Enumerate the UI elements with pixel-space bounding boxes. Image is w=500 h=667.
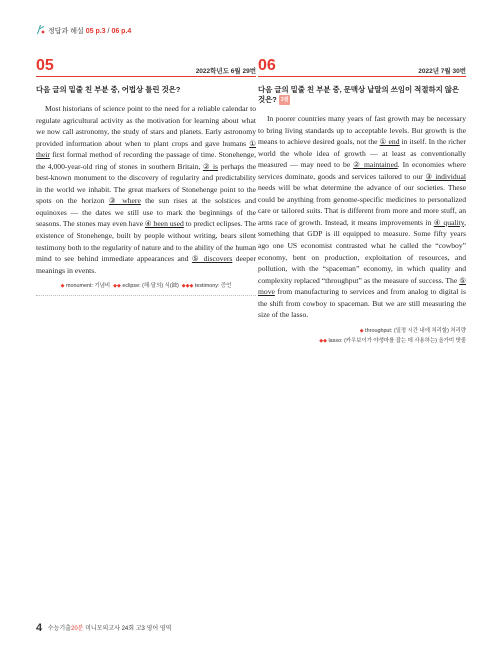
page-header [36, 24, 131, 36]
points-badge: 3점 [280, 97, 289, 103]
question-source: 2022학년도 6월 29번 [195, 68, 256, 75]
gloss-item: monument: 기념비 [66, 283, 111, 290]
question-number: 05 [36, 57, 54, 74]
passage-text: first formal method of recording the passage of time. Stonehenge, the 4,000-year-old ring of stones in southern Britain, [36, 150, 256, 171]
bullet-icon: ◆◆◆ [181, 283, 194, 290]
passage-text: . In economies where services dominate, goods and services tailored to our [258, 160, 466, 181]
gloss-item: throughput: (일정 시간 내에 처리할) 처리량 [365, 327, 466, 334]
passage-text: the sun rises at the solstices and equinoxes — the dates we still use to mark the beginnings of the seasons. The stones may even have [36, 196, 256, 229]
passage-text: to predict eclipses. The existence of Stonehenge, built by people without writing, bears silent testimony both to the regularity of nature and to the ability of the human mind to see behind immediate appearances and [36, 219, 257, 264]
question-source: 2022년 7월 30번 [418, 68, 466, 75]
header-label: 정답과 해설 [48, 28, 84, 35]
book-icon [36, 24, 45, 35]
question-number: 06 [258, 57, 276, 74]
choice-1: ① their [36, 138, 256, 160]
header-sep: / [107, 28, 110, 35]
glossary [258, 326, 466, 346]
choice-2: ② is [202, 161, 219, 171]
passage-text: from manufacturing to services and from analog to digital is the shift from cowboy to spaceman. But we are still measuring the size of the lasso. [258, 287, 466, 320]
divider [258, 76, 466, 77]
passage-text: deeper meanings in events. [36, 254, 256, 275]
passage-text: Most historians of science point to the need for a reliable calendar to regulate agricultural activity as the motivation for learning about what we now call astronomy, the study of stars and planets. Early astronomy provided information about when to plant crops and gave humans [36, 104, 256, 148]
page-number: 4 [36, 622, 43, 634]
passage [36, 103, 256, 276]
passage-text: in itself. In the richer world the whole idea of growth — at least as conventionally measured — may need to be [258, 137, 467, 170]
choice-4: ④ been used [144, 219, 184, 229]
page-footer [36, 622, 171, 634]
question-06 [258, 58, 466, 346]
choice-4: ④ quality [433, 217, 465, 227]
gloss-item: testimony: 증언 [194, 283, 232, 290]
question-prompt: 다음 글의 밑줄 친 부분 중, 어법상 틀린 것은? [36, 85, 181, 94]
passage-text: In poorer countries many years of fast growth may be necessary to bring living standards up to acceptable levels. But growth is the means to achieve desired goals, not the [258, 114, 466, 147]
footer-prefix: 수능기출 [47, 626, 71, 632]
divider [36, 295, 256, 296]
passage-text: needs will be what determine the advance of our societies. These could be anything from genome-specific medicines to personalized care or tailored suits. That is different from more and more stuff, an arms race of growth. Instead, it means improvements in [258, 183, 466, 227]
choice-2: ② maintained [353, 160, 398, 170]
bullet-icon: ◆ [359, 327, 364, 334]
choice-3: ③ individual [425, 171, 466, 181]
choice-3: ③ where [108, 196, 141, 206]
divider [36, 76, 256, 77]
bullet-icon: ◆◆ [113, 283, 121, 290]
header-ref-05: 05 p.3 [85, 28, 106, 35]
question-05 [36, 58, 256, 296]
gloss-item: lasso: (카우보이가 야생마를 잡는 데 사용하는) 올가미 밧줄 [328, 337, 466, 344]
bullet-icon: ◆◆ [319, 337, 327, 344]
header-ref-06: 06 p.4 [111, 28, 132, 35]
question-prompt [258, 85, 466, 105]
footer-text: 미니모의고사 24회 고3 영어 영역 [85, 626, 172, 632]
passage-text: , something that GDP is ill equipped to measure. Some fifty years ago one US economist contrasted what he called the “cowboy” economy, bent on production, exploitation of resources, and pollution, with the “spaceman” economy, in which quality and complexity replaced “throughput” as the measure of success. The [258, 217, 466, 285]
footer-year: 20분 [70, 626, 84, 632]
passage-text: perhaps the best-known monument to the discovery of regularity and predictability in the world we inhabit. The great markers of Stonehenge point to the spots on the horizon [36, 161, 256, 206]
choice-1: ① end [379, 137, 400, 147]
glossary [36, 281, 256, 291]
prompt-text: 다음 글의 밑줄 친 부분 중, 문맥상 낱말의 쓰임이 적절하지 않은 것은? [258, 85, 460, 104]
gloss-item: eclipse: (해·달의) 식(蝕) [122, 283, 179, 290]
choice-5: ⑤ move [258, 275, 466, 297]
choice-5: ⑤ discovers [191, 254, 233, 264]
bullet-icon: ◆ [60, 283, 65, 290]
passage [258, 113, 466, 321]
